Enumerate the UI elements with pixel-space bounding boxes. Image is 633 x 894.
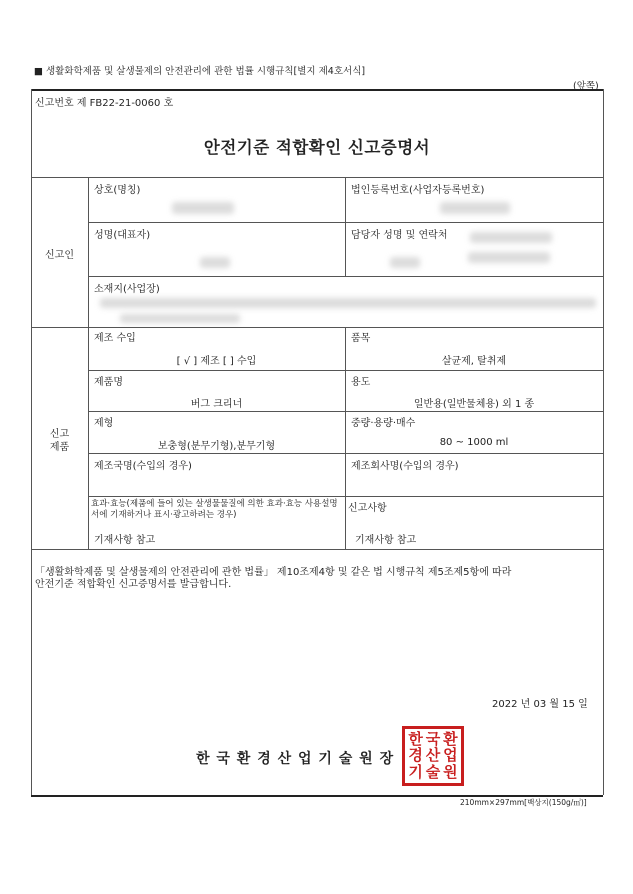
rep-name-label: 성명(대표자)	[94, 230, 151, 241]
redacted-corp-reg	[440, 202, 510, 214]
document-title: 안전기준 적합확인 신고증명서	[203, 138, 431, 157]
seal-char: 한	[408, 729, 423, 748]
product-row-line-4	[88, 496, 603, 497]
use-label: 용도	[351, 377, 371, 388]
seal-char: 환	[443, 729, 458, 748]
mfg-import-label: 제조 수입	[94, 333, 136, 344]
seal-char: 원	[443, 763, 458, 782]
product-section-label: 신고 제품	[49, 429, 70, 453]
reporter-row-line-1	[88, 222, 603, 223]
reporter-section-label: 신고인	[45, 250, 74, 261]
issue-date: 2022 년 03 월 15 일	[492, 699, 588, 710]
seal-char: 산	[425, 746, 441, 765]
issuer-name: 한 국 환 경 산 업 기 술 원 장	[196, 751, 395, 767]
report-items-value: 기재사항 참고	[355, 535, 417, 546]
address-label: 소재지(사업장)	[94, 284, 160, 295]
redacted-address-2	[120, 314, 240, 323]
top-border	[31, 89, 603, 91]
product-name-label: 제품명	[94, 377, 123, 388]
reporter-top-line	[31, 177, 603, 178]
product-top-line	[31, 327, 603, 328]
trade-name-label: 상호(명칭)	[94, 185, 141, 196]
right-border	[603, 89, 604, 795]
product-row-line-3	[88, 453, 603, 454]
product-row-line-1	[88, 370, 603, 371]
front-side-label: (앞쪽)	[573, 81, 599, 92]
redacted-trade-name	[172, 202, 234, 214]
corp-reg-label: 법인등록번호(사업자등록번호)	[351, 185, 485, 196]
redacted-contact-3	[468, 252, 550, 263]
mfg-import-value: [ √ ] 제조 [ ] 수입	[176, 356, 257, 367]
report-items-label: 신고사항	[348, 503, 387, 514]
seal-char: 국	[425, 729, 441, 748]
seal-char: 술	[425, 763, 441, 782]
reporter-col-divider	[345, 177, 346, 276]
item-value: 살균제, 탈취제	[441, 356, 507, 367]
product-row-line-2	[88, 411, 603, 412]
item-label: 품목	[351, 333, 371, 344]
redacted-contact-2	[390, 257, 420, 268]
quantity-value: 80 ~ 1000 ml	[439, 437, 509, 448]
form-type-label: 제형	[94, 418, 114, 429]
country-label: 제조국명(수입의 경우)	[94, 461, 192, 472]
redacted-address-1	[100, 298, 596, 308]
efficacy-value: 기재사항 참고	[94, 535, 156, 546]
form-type-value: 보충형(분무기형),분무기형	[157, 441, 276, 452]
form-reference: ■ 생활화학제품 및 살생물제의 안전관리에 관한 법률 시행규칙[별지 제4호서식]	[34, 66, 366, 77]
reporter-row-line-2	[88, 276, 603, 277]
product-bottom-line	[31, 549, 603, 550]
product-name-value: 버그 크리너	[190, 399, 243, 410]
seal-char: 업	[443, 746, 458, 765]
statement-line-1: 「생활화학제품 및 살생물제의 안전관리에 관한 법률」 제10조제4항 및 같은 법 시행규칙 제5조제5항에 따라	[35, 567, 512, 578]
use-value: 일반용(일반물체용) 외 1 종	[413, 399, 535, 410]
quantity-label: 중량·용량·매수	[351, 418, 416, 429]
report-number: 신고번호 제 FB22-21-0060 호	[35, 98, 174, 109]
seal-char: 기	[408, 763, 423, 782]
official-seal	[402, 726, 464, 786]
seal-char: 경	[408, 746, 423, 765]
paper-spec: 210mm×297mm[백상지(150g/㎡)]	[460, 798, 587, 807]
maker-label: 제조회사명(수입의 경우)	[351, 461, 459, 472]
redacted-contact-1	[470, 232, 552, 243]
statement-line-2: 안전기준 적합확인 신고증명서를 발급합니다.	[35, 579, 232, 590]
efficacy-label: 효과·효능(제품에 들어 있는 살생물물질에 의한 효과·효능 사용설명서에 기재하거나 표시·광고하려는 경우)	[91, 499, 338, 520]
redacted-rep-name	[200, 257, 230, 268]
contact-label: 담당자 성명 및 연락처	[351, 230, 448, 241]
